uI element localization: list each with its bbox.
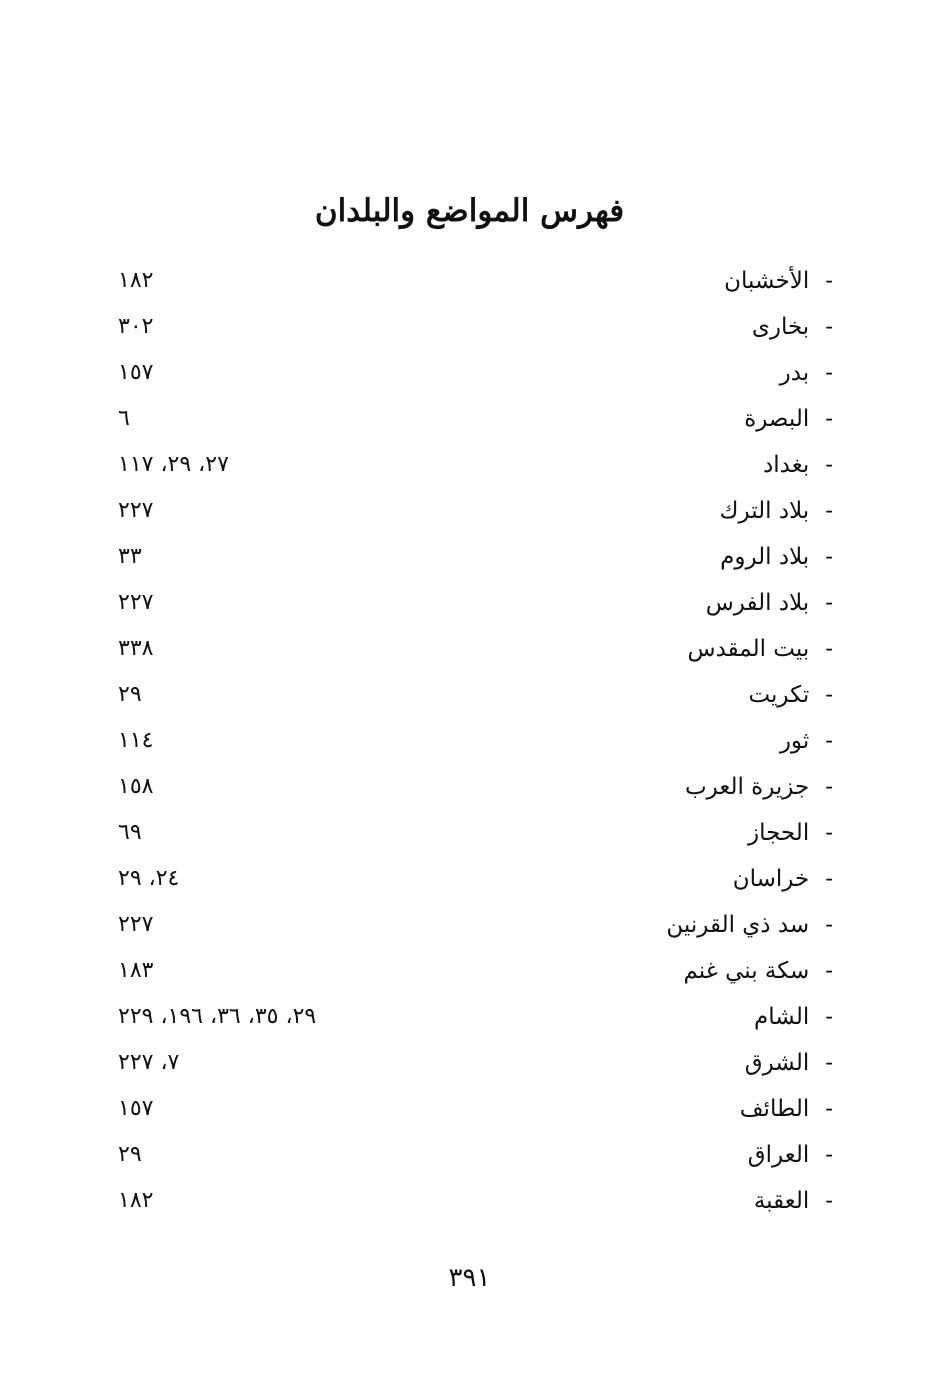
entry-place — [685, 764, 833, 810]
entry-page-refs: ٧، ٢٢٧ — [118, 1050, 180, 1075]
entry-name: الشام — [754, 1004, 810, 1030]
index-entry — [118, 810, 833, 856]
index-entry — [118, 948, 833, 994]
entry-place — [733, 856, 833, 902]
entry-dash: - — [825, 314, 833, 340]
entry-dash: - — [825, 636, 833, 662]
index-entry — [118, 626, 833, 672]
entry-place — [684, 948, 834, 994]
entry-name: بغداد — [763, 452, 810, 478]
index-entry — [118, 258, 833, 304]
entry-page-refs: ١٨٢ — [118, 268, 154, 293]
entry-name: بلاد الترك — [719, 498, 810, 524]
index-entry — [118, 350, 833, 396]
index-entry — [118, 856, 833, 902]
entry-name: ثور — [779, 728, 810, 754]
entry-page-refs: ٢٩ — [118, 1142, 142, 1167]
index-entry — [118, 718, 833, 764]
entry-place — [740, 1086, 833, 1132]
entry-dash: - — [825, 820, 833, 846]
entry-place — [744, 396, 833, 442]
entry-page-refs: ٢٢٧ — [118, 912, 154, 937]
entry-page-refs: ٦٩ — [118, 820, 142, 845]
index-entry — [118, 304, 833, 350]
entry-page-refs: ٢٢٧ — [118, 590, 154, 615]
entry-page-refs: ٢٢٧ — [118, 498, 154, 523]
entry-place — [752, 304, 833, 350]
entry-page-refs: ٢٩، ٣٥، ٣٦، ١٩٦، ٢٢٩ — [118, 1004, 317, 1029]
entry-dash: - — [825, 774, 833, 800]
entry-name: سكة بني غنم — [683, 958, 810, 984]
entry-place — [754, 994, 833, 1040]
entry-dash: - — [825, 1004, 833, 1030]
entry-dash: - — [825, 958, 833, 984]
index-entry — [118, 1178, 833, 1224]
entry-dash: - — [825, 452, 833, 478]
entry-page-refs: ٣٣ — [118, 544, 142, 569]
entry-name: العقبة — [753, 1188, 810, 1214]
entry-dash: - — [825, 1096, 833, 1122]
entry-dash: - — [825, 498, 833, 524]
entry-page-refs: ١٥٧ — [118, 360, 154, 385]
entry-place — [724, 258, 833, 304]
entry-page-refs: ١١٤ — [118, 728, 154, 753]
entry-page-refs: ٣٠٢ — [118, 314, 154, 339]
entry-place — [748, 1132, 833, 1178]
entry-place — [780, 350, 833, 396]
page-title: فهرس المواضع والبلدان — [314, 192, 625, 229]
entry-dash: - — [825, 682, 833, 708]
index-entry — [118, 442, 833, 488]
entry-place — [666, 902, 833, 948]
entry-place — [745, 1040, 833, 1086]
entry-place — [706, 580, 833, 626]
entry-dash: - — [825, 590, 833, 616]
entry-place — [754, 1178, 833, 1224]
entry-name: العراق — [747, 1142, 810, 1168]
entry-name: جزيرة العرب — [685, 774, 810, 800]
index-entry — [118, 396, 833, 442]
page-number: ٣٩١ — [448, 1263, 491, 1293]
entry-dash: - — [825, 728, 833, 754]
entry-dash: - — [825, 1142, 833, 1168]
entry-place — [720, 488, 833, 534]
entry-name: الطائف — [739, 1096, 810, 1122]
entry-name: البصرة — [744, 406, 810, 432]
entry-page-refs: ١٨٢ — [118, 1188, 154, 1213]
entry-page-refs: ١٥٨ — [118, 774, 154, 799]
entry-name: بلاد الروم — [720, 544, 810, 570]
index-entry — [118, 764, 833, 810]
entry-dash: - — [825, 1050, 833, 1076]
entry-place — [688, 626, 834, 672]
entry-place — [763, 442, 833, 488]
index-entry — [118, 534, 833, 580]
index-entry — [118, 488, 833, 534]
entry-dash: - — [825, 360, 833, 386]
entry-name: الحجاز — [748, 820, 810, 846]
entry-name: سد ذي القرنين — [666, 912, 810, 938]
entry-name: تكريت — [748, 682, 810, 708]
entry-dash: - — [825, 406, 833, 432]
entry-dash: - — [825, 544, 833, 570]
index-entry — [118, 994, 833, 1040]
entry-dash: - — [825, 1188, 833, 1214]
entry-name: بيت المقدس — [687, 636, 810, 662]
entry-place — [720, 534, 833, 580]
places-index-list — [118, 258, 833, 1224]
entry-dash: - — [825, 866, 833, 892]
entry-name: بلاد الفرس — [705, 590, 810, 616]
entry-page-refs: ٢٤، ٢٩ — [118, 866, 180, 891]
entry-page-refs: ١٥٧ — [118, 1096, 154, 1121]
entry-page-refs: ٢٩ — [118, 682, 142, 707]
index-entry — [118, 1132, 833, 1178]
entry-place — [780, 718, 833, 764]
entry-place — [748, 672, 833, 718]
index-entry — [118, 672, 833, 718]
entry-dash: - — [825, 912, 833, 938]
index-entry — [118, 1086, 833, 1132]
entry-name: خراسان — [732, 866, 810, 892]
index-entry — [118, 1040, 833, 1086]
entry-name: بخارى — [751, 314, 810, 340]
entry-place — [748, 810, 833, 856]
entry-page-refs: ٦ — [118, 406, 130, 431]
entry-dash: - — [825, 268, 833, 294]
entry-name: بدر — [779, 360, 810, 386]
index-entry — [118, 902, 833, 948]
index-entry — [118, 580, 833, 626]
entry-page-refs: ١٨٣ — [118, 958, 154, 983]
entry-page-refs: ٢٧، ٢٩، ١١٧ — [118, 452, 229, 477]
entry-name: الأخشبان — [724, 268, 810, 294]
entry-name: الشرق — [744, 1050, 810, 1076]
entry-page-refs: ٣٣٨ — [118, 636, 154, 661]
